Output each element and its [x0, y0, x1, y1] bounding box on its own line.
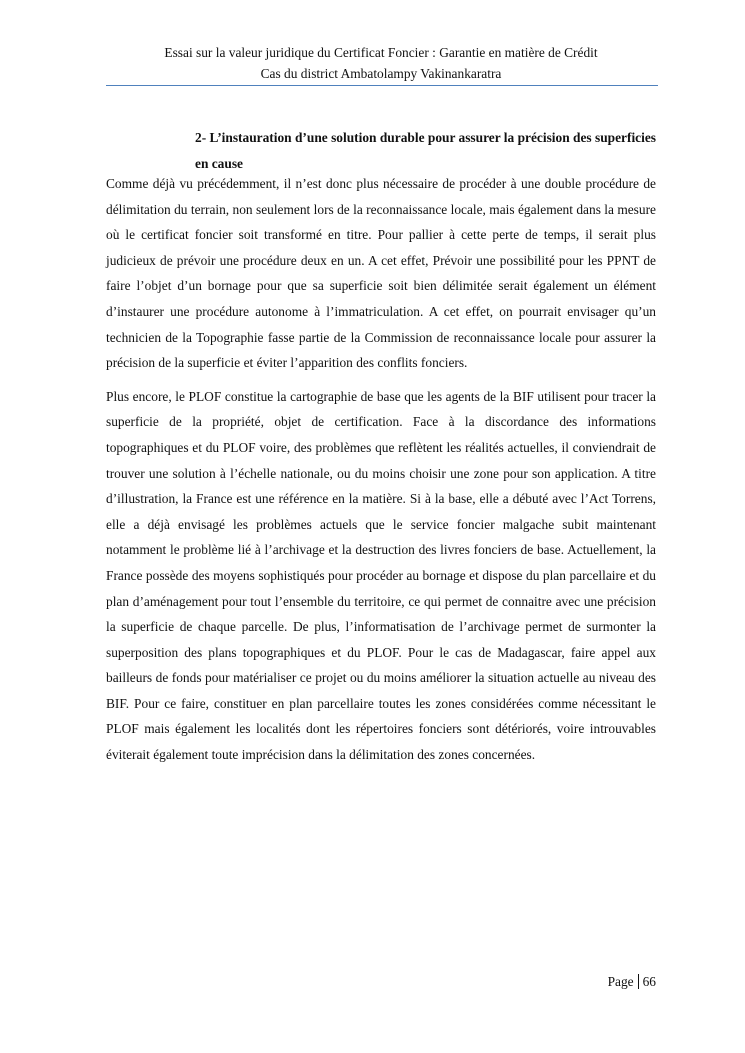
- page-number: 66: [642, 974, 656, 989]
- page-footer: [608, 972, 656, 992]
- header-divider: [106, 85, 658, 86]
- header-subtitle-line: Cas du district Ambatolampy Vakinankaratra: [260, 66, 502, 81]
- section-heading: 2- L’instauration d’une solution durable pour assurer la précision des superficies en cause: [195, 130, 656, 171]
- page-label: Page: [607, 974, 634, 989]
- paragraph: Plus encore, le PLOF constitue la cartographie de base que les agents de la BIF utilisent pour tracer la superficie de la propriété, objet de certification. Face à la discordance des informations topographiques et du PLOF voire, des problèmes que reflètent les réalités actuelles, il conviendrait de trouver une solution à l’échelle nationale, ou du moins choisir une zone pour son application. A titre d’illustration, la France est une référence en la matière. Si à la base, elle a débuté avec l’Act Torrens, elle a déjà envisagé les problèmes actuels que le service foncier malgache subit maintenant notamment le problème lié à l’archivage et la destruction des livres fonciers de base. Actuellement, la France possède des moyens sophistiqués pour procéder au bornage et dispose du plan parcellaire et du plan d’aménagement pour tout l’ensemble du territoire, ce qui permet de connaitre avec une précision la superficie de chaque parcelle. De plus, l’informatisation de l’archivage permet de surmonter la superposition des plans topographiques et du PLOF. Pour le cas de Madagascar, faire appel aux bailleurs de fonds pour matérialiser ce projet ou du moins améliorer la situation actuelle au niveau des BIF. Pour ce faire, constituer en plan parcellaire toutes les zones considérées comme nécessitant le PLOF mais également les localités dont les répertoires fonciers sont détériorés, voire introuvables éviterait également toute imprécision dans la délimitation des zones concernées.: [106, 388, 656, 763]
- footer-separator: [638, 974, 639, 989]
- header-title-line: Essai sur la valeur juridique du Certificat Foncier : Garantie en matière de Crédit: [164, 45, 598, 60]
- page-header: [106, 42, 656, 84]
- body-text: [106, 171, 656, 776]
- paragraph: Comme déjà vu précédemment, il n’est donc plus nécessaire de procéder à une double procédure de délimitation du terrain, non seulement lors de la reconnaissance locale, mais également dans la mesure où le certificat foncier soit transformé en titre. Pour pallier à cette perte de temps, il serait plus judicieux de prévoir une procédure deux en un. A cet effet, Prévoir une possibilité pour les PPNT de faire l’objet d’un bornage pour que sa superficie soit bien délimitée serait également un élément d’instaurer une procédure autonome à l’immatriculation. A cet effet, on pourrait envisager qu’un technicien de la Topographie fasse partie de la Commission de reconnaissance locale pour assurer la précision de la superficie et éviter l’apparition des conflits fonciers.: [106, 176, 656, 371]
